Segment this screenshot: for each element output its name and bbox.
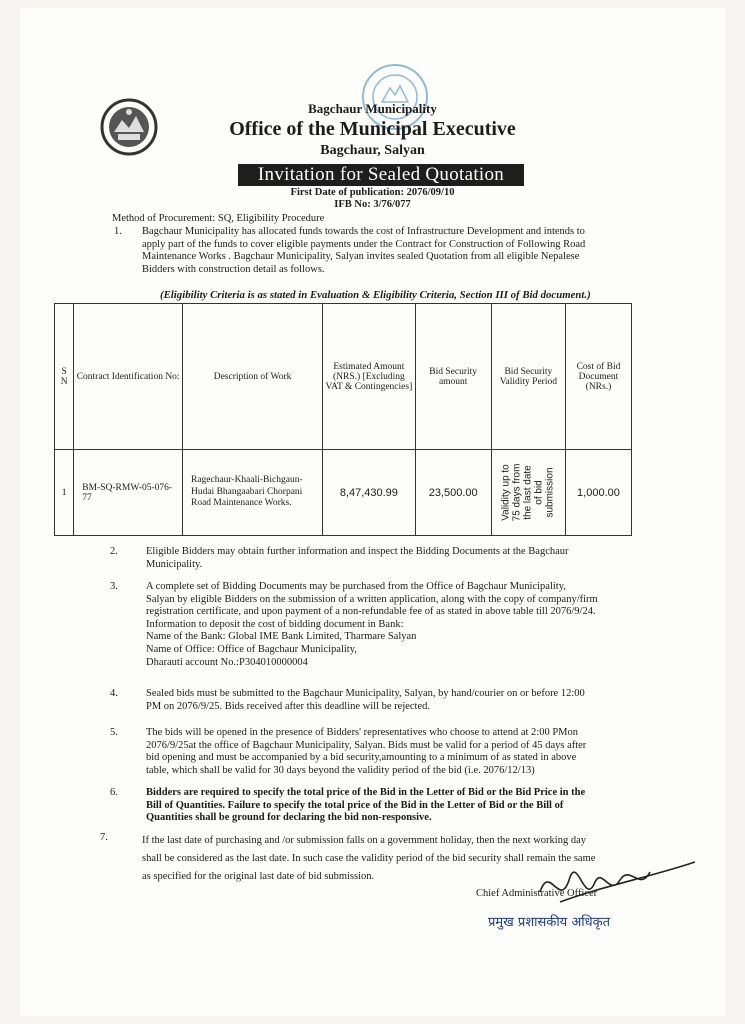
- clause-line: The bids will be opened in the presence of Bidders' representatives who choose to attend at 2:00 PMon: [146, 727, 578, 738]
- header-cost: Cost of Bid Document (NRs.): [565, 304, 631, 450]
- table-row: [55, 450, 632, 536]
- clause-line: A complete set of Bidding Documents may be purchased from the Office of Bagchaur Municipality,: [146, 581, 566, 592]
- clause-line: Bidders are required to specify the total price of the Bid in the Letter of Bid or the Bid Price in the: [146, 787, 586, 798]
- clause-line: Municipality.: [146, 558, 203, 570]
- clause-line: shall be considered as the last date. In such case the validity period of the bid security shall remain the same: [142, 853, 596, 864]
- clause-line: Name of Office: Office of Bagchaur Municipality,: [146, 643, 357, 655]
- table-header-row: [55, 304, 632, 450]
- clause-number: 6.: [110, 787, 118, 798]
- clause-1-line: Bidders with construction detail as follows.: [142, 263, 325, 275]
- clause-line: Eligible Bidders may obtain further information and inspect the Bidding Documents at the Bagchaur: [146, 546, 569, 557]
- clause-line: table, which shall be valid for 30 days beyond the validity period of the bid (i.e. 2076/12/13): [146, 764, 535, 776]
- cell-contract-id: BM-SQ-RMW-05-076-77: [74, 450, 183, 536]
- official-stamp-text: प्रमुख प्रशासकीय अधिकृत: [488, 915, 611, 930]
- office-name: Office of the Municipal Executive: [229, 118, 516, 140]
- validity-line: of bid: [533, 480, 545, 505]
- cell-bid-security: 23,500.00: [415, 450, 491, 536]
- bid-table: [54, 303, 632, 536]
- validity-line: submission: [544, 467, 556, 518]
- clause-1: [142, 226, 654, 276]
- clause-line: Dharauti account No.:P304010000004: [146, 656, 308, 668]
- header-sn: S N: [55, 304, 74, 450]
- header-description: Description of Work: [182, 304, 322, 450]
- validity-line: the last date: [522, 465, 534, 520]
- validity-line: 75 days from: [511, 463, 523, 522]
- clause-2: [146, 546, 654, 571]
- clause-6: [146, 787, 654, 825]
- clause-number: 2.: [110, 546, 118, 557]
- clause-line: Salyan by eligible Bidders on the submission of a written application, along with the copy of company/firm: [146, 593, 598, 605]
- clause-line: PM on 2076/9/25. Bids received after this deadline will be rejected.: [146, 700, 431, 712]
- header-validity-period: Bid Security Validity Period: [491, 304, 565, 450]
- clause-number: 1.: [114, 226, 122, 237]
- clause-line: Bill of Quantities. Failure to specify the total price of the Bid in the Letter of Bid or the Bill of: [146, 799, 564, 811]
- clause-line: as specified for the original last date of bid submission.: [142, 871, 375, 882]
- header-estimated-amount: Estimated Amount (NRS.) [Excluding VAT & Contingencies]: [323, 304, 415, 450]
- clause-number: 5.: [110, 727, 118, 738]
- publication-date: First Date of publication: 2076/09/10: [290, 187, 455, 198]
- clause-1-line: Maintenance Works . Bagchaur Municipality, Salyan invites sealed Quotation from all eligible Nepalese: [142, 251, 580, 263]
- clause-line: 2076/9/25at the office of Bagchaur Municipality, Salyan. Bids must be valid for a period of 45 days after: [146, 739, 587, 751]
- cell-validity-period: [491, 450, 565, 536]
- clause-1-line: Bagchaur Municipality has allocated funds towards the cost of Infrastructure Development and intends to: [142, 226, 585, 237]
- cell-sn: 1: [55, 450, 74, 536]
- signatory-title: Chief Administrative Officer: [476, 888, 598, 899]
- clause-line: bid opening and must be accompanied by a bid security,amounting to a minimum of as stated in above: [146, 752, 577, 764]
- clause-number: 4.: [110, 688, 118, 699]
- cell-description: Ragechaur-Khaali-Bichgaun-Hudai Bhangaabari Chorpani Road Maintenance Works.: [182, 450, 322, 536]
- clause-line: Quantities shall be ground for declaring the bid non-responsive.: [146, 812, 432, 824]
- validity-line: Validity up to: [500, 464, 512, 521]
- clause-5: [146, 727, 654, 777]
- clause-line: registration certificate, and upon payment of a non-refundable fee of as stated in above table till 2076/9/24.: [146, 606, 596, 618]
- clause-1-line: apply part of the funds to cover eligible payments under the Contract for Construction of Following Road: [142, 238, 586, 250]
- procurement-method: Method of Procurement: SQ, Eligibility Procedure: [112, 213, 325, 224]
- validity-rotated-text: [501, 464, 556, 522]
- clause-number: 7.: [100, 832, 108, 843]
- clause-line: Name of the Bank: Global IME Bank Limited, Tharmare Salyan: [146, 631, 417, 643]
- cell-estimated-amount: 8,47,430.99: [323, 450, 415, 536]
- clause-3: [146, 581, 654, 669]
- header-bid-security: Bid Security amount: [415, 304, 491, 450]
- clause-line: Information to deposit the cost of bidding document in Bank:: [146, 618, 404, 630]
- header-contract-id: Contract Identification No:: [74, 304, 183, 450]
- cell-cost: 1,000.00: [565, 450, 631, 536]
- office-location: Bagchaur, Salyan: [320, 143, 425, 158]
- ifb-number: IFB No: 3/76/077: [334, 199, 411, 210]
- clause-line: Sealed bids must be submitted to the Bagchaur Municipality, Salyan, by hand/courier on or before 12:00: [146, 688, 585, 699]
- eligibility-criteria-note: (Eligibility Criteria is as stated in Evaluation & Eligibility Criteria, Section III of Bid document.): [160, 289, 591, 301]
- clause-line: If the last date of purchasing and /or submission falls on a government holiday, then the next working day: [142, 835, 587, 846]
- municipality-name: Bagchaur Municipality: [308, 101, 437, 116]
- notice-title: Invitation for Sealed Quotation: [238, 164, 524, 186]
- clause-4: [146, 688, 654, 713]
- clause-number: 3.: [110, 581, 118, 592]
